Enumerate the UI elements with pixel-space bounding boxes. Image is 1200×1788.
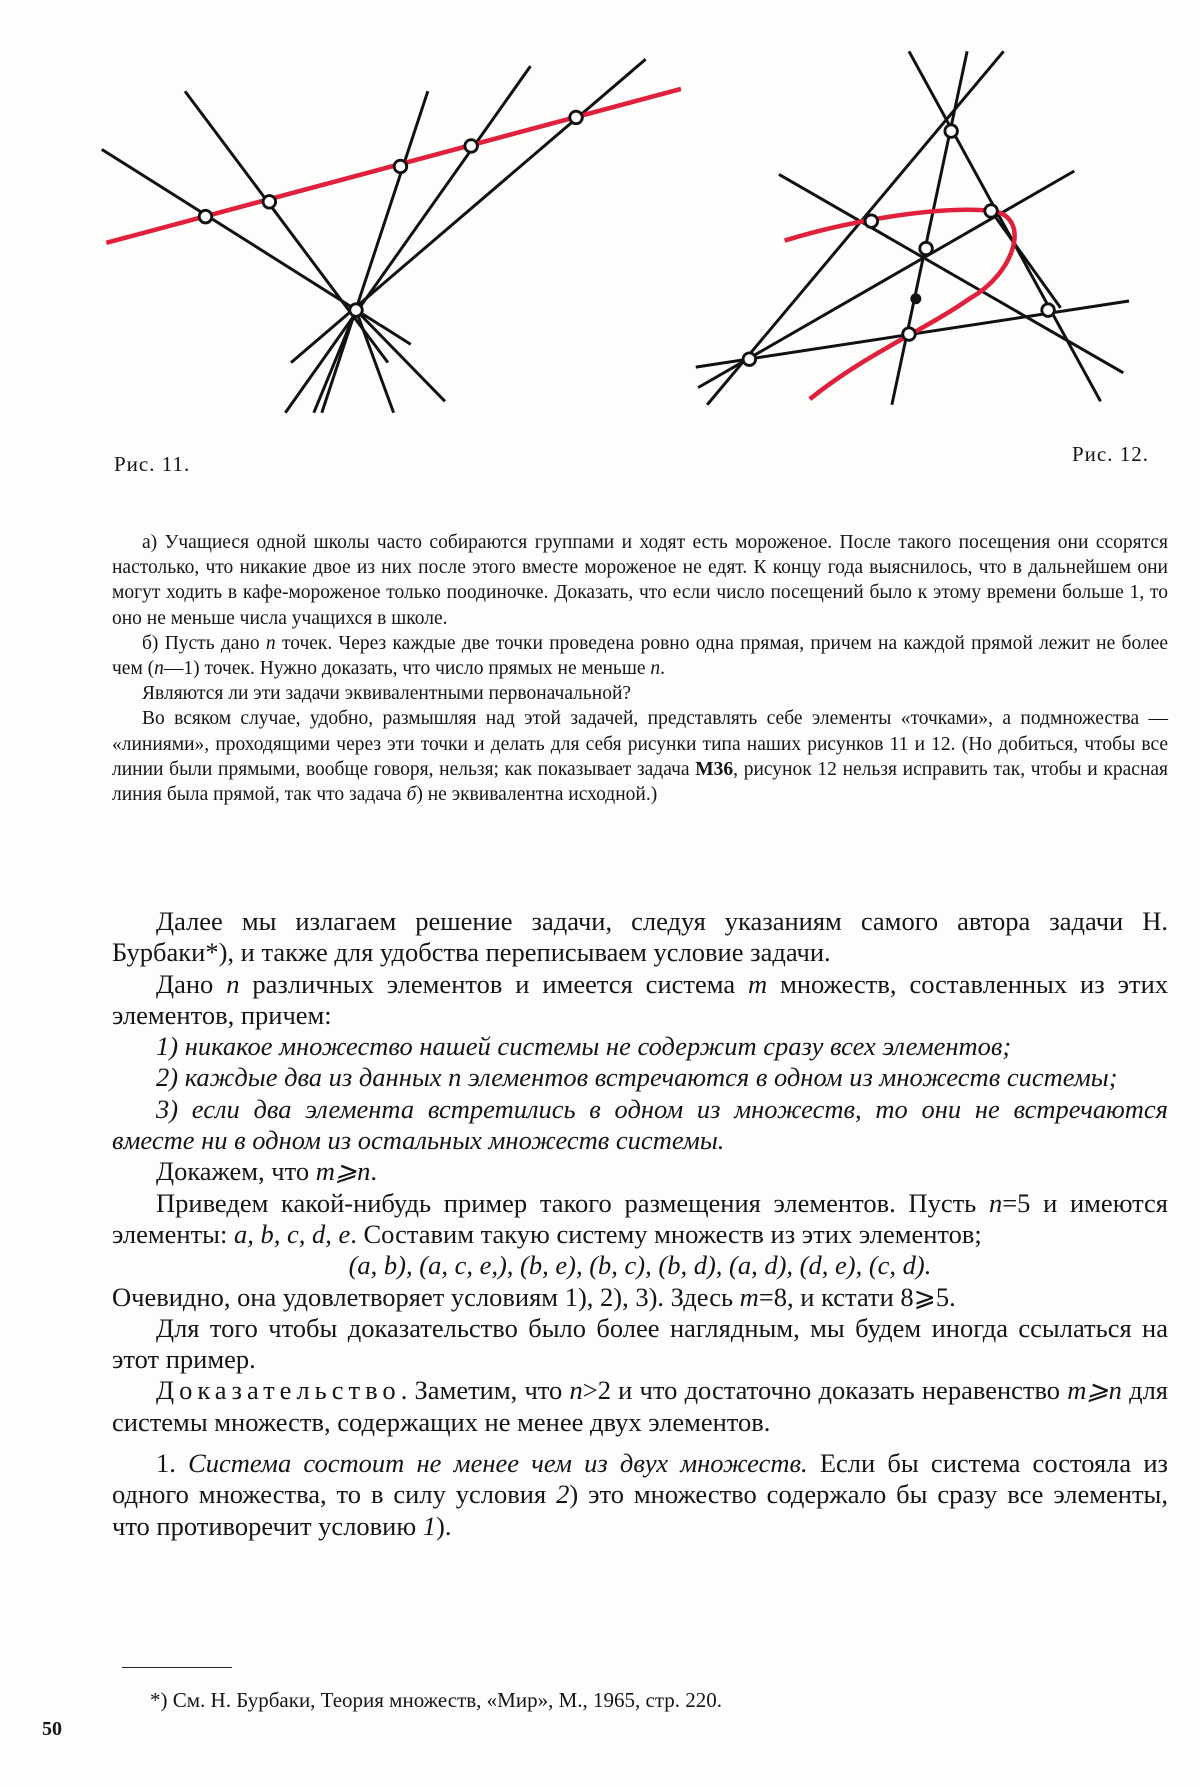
text-run: . Заметим, что [400,1375,570,1406]
text-run: б) Пусть дано [142,632,266,654]
paragraph [112,1313,1168,1376]
text-run: Далее мы излагаем решение задачи, следуя указаниям самого автора задачи Н. Бурбаки*), и также для удобства переписываем условие задачи. [112,906,1168,968]
text-run: =8, и кстати 8⩾5. [758,1281,956,1312]
text-run: Приведем какой-нибудь пример такого размещения элементов. Пусть [156,1187,989,1218]
paragraph [112,1282,1168,1313]
text-run: m [748,968,768,999]
text-run: n [650,658,661,680]
text-run: . Составим такую систему множеств из этих элементов; [350,1218,982,1249]
line [102,149,411,344]
text-run: для системы множеств, содержащих не менее двух элементов. [112,1375,1168,1437]
paragraph [112,1188,1168,1251]
text-run: (a, b), (a, c, e,), (b, e), (b, c), (b, d), (a, d), (d, e), (c, d). [348,1250,932,1281]
text-run: . [370,1156,377,1187]
text-run: Являются ли эти задачи эквивалентными первоначальной? [142,683,632,705]
text-run: точек. Через каждые две точки проведена ровно одна прямая, причем на каждой прямой лежит не более чем ( [112,632,1168,680]
small-print-section [112,530,1168,807]
paragraph [112,530,1168,631]
text-run: Дано [156,968,227,999]
paragraph [112,969,1168,1032]
condition-1 [112,1031,1168,1062]
footnote: *) См. Н. Бурбаки, Теория множеств, «Мир», М., 1965, стр. 220. [150,1688,723,1712]
formula [112,1250,1168,1281]
paragraph [112,906,1168,969]
text-run: множеств, составленных из этих элементов, причем: [112,968,1169,1030]
line [185,91,388,362]
line [991,211,1061,308]
text-run: а) Учащиеся одной школы часто собираются группами и ходят есть мороженое. После такого посещения они ссорятся настолько, что никакие двое из них после этого вместе мороженое не едят. К концу года выяснилось, что в дальнейшем они могут ходить в кафе-мороженое только поодиночке. Доказать, что если число посещений было к этому времени больше 1, то оно не меньше числа учащихся в школе. [112,532,1168,629]
text-run: Очевидно, она удовлетворяет условиям 1), 2), 3). Здесь [112,1281,740,1312]
figure-11-caption: Рис. 11. [114,452,191,476]
text-run: 1) никакое множество нашей системы не содержит сразу всех элементов; [156,1031,1012,1062]
text-run: a, b, c, d, e [233,1218,351,1249]
text-run: ) не эквивалентна исходной.) [416,784,658,806]
line [779,174,1123,372]
text-run: n [154,658,164,680]
text-run: >2 и что достаточно доказать неравенство [582,1375,1068,1406]
text-run: 2) каждые два из данных n элементов встречаются в одном из множеств системы; [156,1062,1118,1093]
condition-3 [112,1094,1168,1157]
text-run: n [569,1375,583,1406]
line [356,310,445,401]
text-run: 3) если два элемента встретились в одном из множеств, то они не встречаются вместе ни в одном из остальных множеств системы. [112,1093,1168,1156]
text-run: ). [436,1510,452,1541]
line [909,51,1101,401]
text-run: =5 и имеются элементы: [112,1187,1168,1249]
text-run: . [660,658,665,680]
text-run: , рисунок 12 нельзя исправить так, чтобы и красная линия была прямой, так что задача [112,758,1169,806]
figure-12-caption: Рис. 12. [1072,442,1149,466]
paragraph [112,1156,1168,1187]
text-run: Если бы система состояла из одного множества, то в силу условия [112,1448,1169,1510]
text-run: m⩾n [315,1156,371,1187]
paragraph [112,1448,1168,1542]
text-run: 1 [422,1510,437,1541]
dot [912,295,920,303]
text-run: М36 [695,758,734,780]
text-run: n [265,632,276,654]
points [743,125,1054,366]
text-run: Во всяком случае, удобно, размышляя над этой задачей, представлять себе элементы «точками», а подмножества — «линиями», проходящими через эти точки и делать для себя рисунки типа наших рисунков 11 и 12. (Но добиться, чтобы все линии были прямыми, вообще говоря, нельзя; как показывает задача [112,708,1168,780]
text-run: —1) точек. Нужно доказать, что число прямых не меньше [163,658,651,680]
paragraph [112,681,1168,706]
main-text [112,906,1168,1542]
text-run: n [226,968,240,999]
text-run: m [739,1281,759,1312]
text-run: 1. [156,1448,189,1479]
footnote-divider [122,1667,232,1668]
paragraph [112,706,1168,807]
text-run: различных элементов и имеется система [239,968,749,999]
text-run: m⩾n [1067,1375,1122,1406]
condition-2 [112,1062,1168,1093]
line [285,66,530,413]
line [291,59,646,362]
text-run: Докажем, что [156,1156,316,1187]
points [199,111,582,316]
paragraph [112,1375,1168,1438]
text-run: 2 [556,1479,570,1510]
figure-12 [696,51,1129,404]
text-run: Доказательство [156,1375,401,1406]
paragraph [112,631,1168,681]
figures [0,0,1200,480]
text-run: б [406,784,417,806]
text-run: Система состоит не менее чем из двух множеств. [188,1448,808,1479]
line [707,51,1003,404]
text-run: Для того чтобы доказательство было более наглядным, мы будем иногда ссылаться на этот пример. [112,1312,1168,1375]
figure-11 [102,59,681,412]
page-number: 50 [42,1718,62,1740]
line [892,51,967,404]
text-run: n [988,1187,1003,1218]
text-run: ) это множество содержало бы сразу все элементы, что противоречит условию [112,1479,1168,1541]
